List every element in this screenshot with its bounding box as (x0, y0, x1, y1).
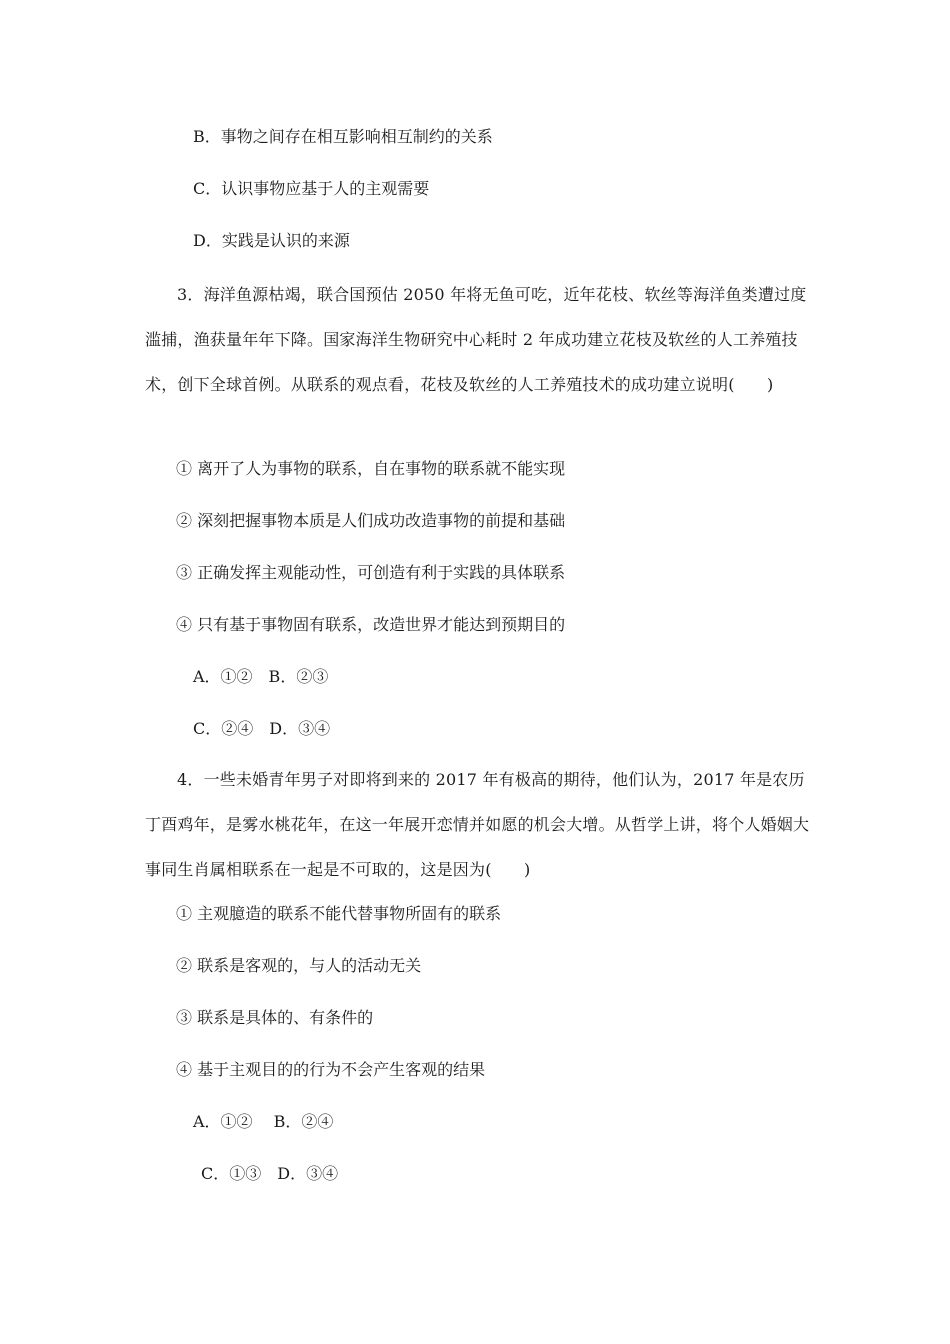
q4-statement-4: ④ 基于主观目的的行为不会产生客观的结果 (176, 1060, 486, 1079)
q3-statement-3: ③ 正确发挥主观能动性，可创造有利于实践的具体联系 (176, 563, 566, 582)
q4-stem (145, 757, 815, 892)
q2-option-d: D．实践是认识的来源 (193, 231, 350, 250)
q4-statement-3: ③ 联系是具体的、有条件的 (176, 1008, 374, 1027)
q4-statement-1: ① 主观臆造的联系不能代替事物所固有的联系 (176, 904, 502, 923)
q4-stem-text: 4．一些未婚青年男子对即将到来的 2017 年有极高的期待，他们认为，2017 年是农历丁酉鸡年，是雾水桃花年，在这一年展开恋情并如愿的机会大增。从哲学上讲，将个人婚姻大事同生肖属相联系在一起是不可取的，这是因为( ) (145, 770, 810, 879)
q4-statement-2: ② 联系是客观的，与人的活动无关 (176, 956, 422, 975)
q3-statement-4: ④ 只有基于事物固有联系，改造世界才能达到预期目的 (176, 615, 566, 634)
q3-choices-ab: A．①② B．②③ (193, 667, 329, 686)
q4-choices-ab: A．①② B．②④ (193, 1112, 334, 1131)
q2-option-c: C．认识事物应基于人的主观需要 (193, 179, 430, 198)
q3-stem-text: 3．海洋鱼源枯竭，联合国预估 2050 年将无鱼可吃，近年花枝、软丝等海洋鱼类遭过度滥捕，渔获量年年下降。国家海洋生物研究中心耗时 2 年成功建立花枝及软丝的人工养殖技术，创下全球首例。从联系的观点看，花枝及软丝的人工养殖技术的成功建立说明( ) (145, 285, 807, 394)
q3-statement-2: ② 深刻把握事物本质是人们成功改造事物的前提和基础 (176, 511, 566, 530)
q3-statement-1: ① 离开了人为事物的联系，自在事物的联系就不能实现 (176, 459, 566, 478)
q3-stem (145, 272, 815, 407)
q4-choices-cd: C．①③ D．③④ (201, 1164, 339, 1183)
q2-option-b: B．事物之间存在相互影响相互制约的关系 (193, 127, 493, 146)
q3-choices-cd: C．②④ D．③④ (193, 719, 331, 738)
